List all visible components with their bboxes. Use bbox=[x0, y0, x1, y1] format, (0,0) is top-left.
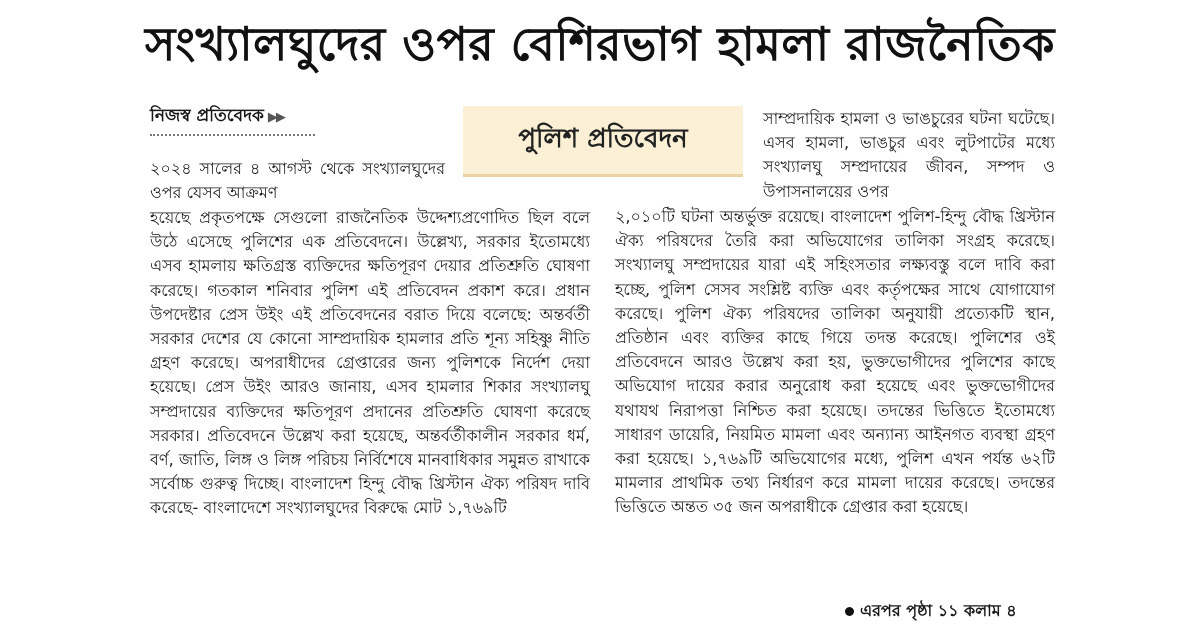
bullet-icon bbox=[845, 607, 854, 616]
headline: সংখ্যালঘুদের ওপর বেশিরভাগ হামলা রাজনৈতিক bbox=[145, 17, 1055, 71]
byline bbox=[150, 104, 315, 136]
byline-text: নিজস্ব প্রতিবেদক bbox=[150, 106, 264, 126]
callout-text: পুলিশ প্রতিবেদন bbox=[518, 124, 688, 154]
column2-body: ২,০১০টি ঘটনা অন্তর্ভুক্ত রয়েছে। বাংলাদেশ পুলিশ-হিন্দু বৌদ্ধ খ্রিস্টান ঐক্য পরিষদের তৈরি করা অভিযোগের তালিকা সংগ্রহ করেছে। সংখ্যালঘু সম্প্রদায়ের যারা এই সহিংসতার লক্ষ্যবস্তু বলে দাবি করা হচ্ছে, পুলিশ সেসব সংশ্লিষ্ট ব্যক্তি এবং কর্তৃপক্ষের সাথে যোগাযোগ করেছে। পুলিশ ঐক্য পরিষদের তালিকা অনুযায়ী প্রত্যেকটি স্থান, প্রতিষ্ঠান এবং ব্যক্তির কাছে গিয়ে তদন্ত করেছে। পুলিশের ওই প্রতিবেদনে আরও উল্লেখ করা হয়, ভুক্তভোগীদের পুলিশের কাছে অভিযোগ দায়ের করার অনুরোধ করা হয়েছে এবং ভুক্তভোগীদের যথাযথ নিরাপত্তা নিশ্চিত করা হয়েছে। তদন্তের ভিত্তিতে ইতোমধ্যে সাধারণ ডায়েরি, নিয়মিত মামলা এবং অন্যান্য আইনগত ব্যবস্থা গ্রহণ করা হয়েছে। ১,৭৬৯টি অভিযোগের মধ্যে, পুলিশ এখন পর্যন্ত ৬২টি মামলার প্রাথমিক তথ্য নির্ধারণ করে মামলা দায়ের করেছে। তদন্তের ভিত্তিতে অন্তত ৩৫ জন অপরাধীকে গ্রেপ্তার করা হয়েছে। bbox=[615, 207, 1055, 517]
continued-text: এরপর পৃষ্ঠা ১১ কলাম ৪ bbox=[860, 601, 1017, 620]
column1-body: হয়েছে প্রকৃতপক্ষে সেগুলো রাজনৈতিক উদ্দেশ্যপ্রণোদিত ছিল বলে উঠে এসেছে পুলিশের এক প্রতিবেদনে। উল্লেখ্য, সরকার ইতোমধ্যে এসব হামলায় ক্ষতিগ্রস্ত ব্যক্তিদের ক্ষতিপূরণ দেয়ার প্রতিশ্রুতি ঘোষণা করেছে। গতকাল শনিবার পুলিশ এই প্রতিবেদন প্রকাশ করে। প্রধান উপদেষ্টার প্রেস উইং এই প্রতিবেদনের বরাত দিয়ে বলেছে: অন্তর্বর্তী সরকার দেশের যে কোনো সাম্প্রদায়িক হামলার প্রতি শূন্য সহিষ্ণু নীতি গ্রহণ করেছে। অপরাধীদের গ্রেপ্তারের জন্য পুলিশকে নির্দেশ দেয়া হয়েছে। প্রেস উইং আরও জানায়, এসব হামলার শিকার সংখ্যালঘু সম্প্রদায়ের ব্যক্তিদের ক্ষতিপূরণ প্রদানের প্রতিশ্রুতি ঘোষণা করেছে সরকার। প্রতিবেদনে উল্লেখ করা হয়েছে, অন্তর্বর্তীকালীন সরকার ধর্ম, বর্ণ, জাতি, লিঙ্গ ও লিঙ্গ পরিচয় নির্বিশেষে মানবাধিকার সমুন্নত রাখাকে সর্বোচ্চ গুরুত্ব দিচ্ছে। বাংলাদেশ হিন্দু বৌদ্ধ খ্রিস্টান ঐক্য পরিষদ দাবি করেছে- বাংলাদেশে সংখ্যালঘুদের বিরুদ্ধে মোট ১,৭৬৯টি bbox=[150, 208, 590, 518]
callout-box bbox=[463, 106, 743, 177]
continued-note bbox=[845, 599, 1017, 623]
byline-arrows-icon: ▶▶ bbox=[267, 110, 284, 125]
column1-lead: ২০২৪ সালের ৪ আগস্ট থেকে সংখ্যালঘুদের ওপর যেসব আক্রমণ bbox=[150, 159, 445, 203]
column2-top: সাম্প্রদায়িক হামলা ও ভাঙচুরের ঘটনা ঘটেছে। এসব হামলা, ভাঙচুর এবং লুটপাটের মধ্যে সংখ্যালঘু সম্প্রদায়ের জীবন, সম্পদ ও উপাসনালয়ের ওপর bbox=[763, 109, 1055, 201]
